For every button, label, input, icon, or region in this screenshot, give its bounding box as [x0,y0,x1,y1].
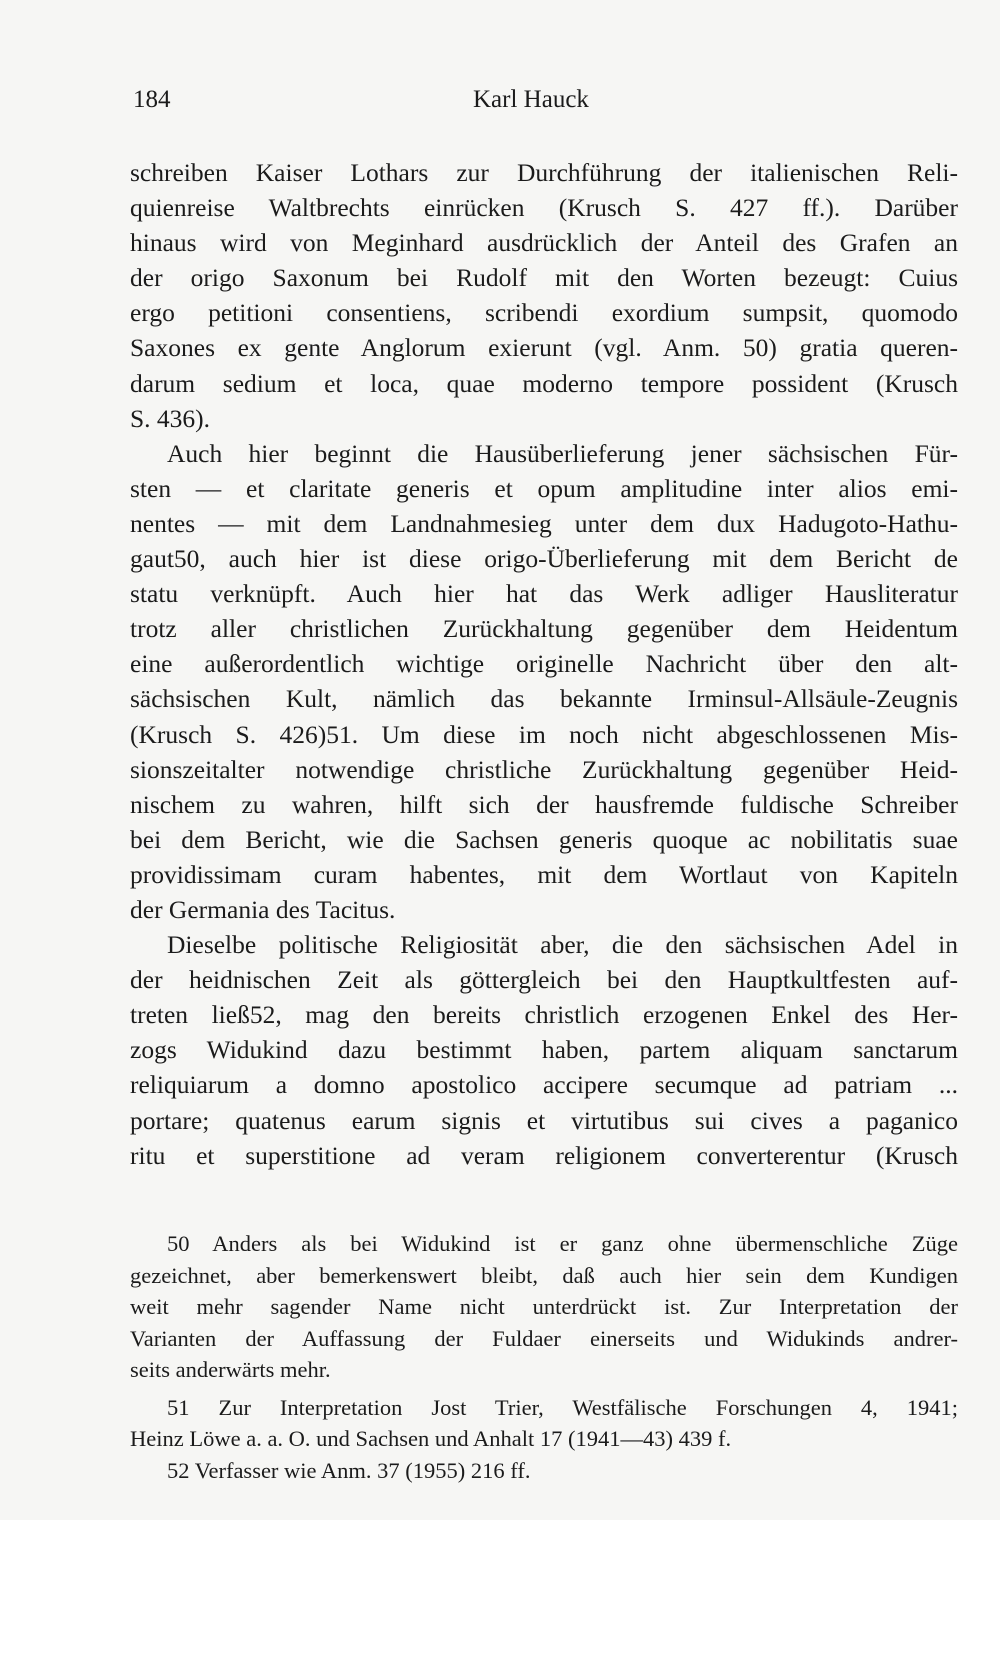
text-line: nentes — mit dem Landnahmesieg unter dem dux Hadugoto-Hathu- [130,508,958,538]
text-line: gaut50, auch hier ist diese origo-Überlieferung mit dem Bericht de [130,544,958,574]
text-line: der origo Saxonum bei Rudolf mit den Worten bezeugt: Cuius [130,263,958,293]
footnote-line: 50 Anders als bei Widukind ist er ganz ohne übermenschliche Züge [167,1231,958,1256]
text-line: reliquiarum a domno apostolico accipere secumque ad patriam ... [130,1070,958,1100]
text-line: eine außerordentlich wichtige originelle Nachricht über den alt- [130,649,958,679]
text-line: hinaus wird von Meginhard ausdrücklich der Anteil des Grafen an [130,228,958,258]
footnote-line: weit mehr sagender Name nicht unterdrückt ist. Zur Interpretation der [130,1294,958,1319]
footnotes [130,1228,958,1486]
footnote-line: seits anderwärts mehr. [130,1357,331,1382]
text-line: darum sedium et loca, quae moderno tempore possident (Krusch [130,368,958,398]
text-line: sten — et claritate generis et opum amplitudine inter alios emi- [130,473,958,503]
footnote-line: Heinz Löwe a. a. O. und Sachsen und Anhalt 17 (1941—43) 439 f. [130,1426,732,1451]
page-bottom-margin [0,1520,1000,1677]
page-number: 184 [133,86,171,113]
text-line: portare; quatenus earum signis et virtutibus sui cives a paganico [130,1105,958,1135]
text-line: zogs Widukind dazu bestimmt haben, partem aliquam sanctarum [130,1035,958,1065]
text-line: ergo petitioni consentiens, scribendi exordium sumpsit, quomodo [130,298,958,328]
text-line: der heidnischen Zeit als göttergleich bei den Hauptkultfesten auf- [130,965,958,995]
page-header [133,86,893,122]
text-line: S. 436). [130,403,211,433]
text-line: trotz aller christlichen Zurückhaltung gegenüber dem Heidentum [130,614,958,644]
text-line: (Krusch S. 426)51. Um diese im noch nicht abgeschlossenen Mis- [130,719,958,749]
footnote-line: gezeichnet, aber bemerkenswert bleibt, daß auch hier sein dem Kundigen [130,1262,958,1288]
text-line: providissimam curam habentes, mit dem Wortlaut von Kapiteln [130,859,958,889]
footnote-line: 51 Zur Interpretation Jost Trier, Westfälische Forschungen 4, 1941; [167,1394,958,1420]
text-line: treten ließ52, mag den bereits christlich erzogenen Enkel des Her- [130,1000,958,1030]
main-text [130,155,958,1173]
text-line: bei dem Bericht, wie die Sachsen generis quoque ac nobilitatis suae [130,824,958,854]
text-line: der Germania des Tacitus. [130,894,396,924]
text-line: Saxones ex gente Anglorum exierunt (vgl. Anm. 50) gratia queren- [130,333,958,363]
text-line: Dieselbe politische Religiosität aber, die den sächsischen Adel in [167,930,958,960]
text-line: Auch hier beginnt die Hausüberlieferung jener sächsischen Für- [167,438,958,468]
footnote-line: Varianten der Auffassung der Fuldaer einerseits und Widukinds andrer- [130,1325,958,1351]
text-line: nischem zu wahren, hilft sich der hausfremde fuldische Schreiber [130,789,958,819]
text-line: statu verknüpft. Auch hier hat das Werk adliger Hausliteratur [130,579,958,609]
running-head: Karl Hauck [473,86,589,113]
text-line: sionszeitalter notwendige christliche Zurückhaltung gegenüber Heid- [130,754,958,784]
footnote-line: 52 Verfasser wie Anm. 37 (1955) 216 ff. [167,1457,531,1483]
text-line: quienreise Waltbrechts einrücken (Krusch S. 427 ff.). Darüber [130,193,958,223]
text-line: ritu et superstitione ad veram religionem converterentur (Krusch [130,1140,958,1170]
text-line: sächsischen Kult, nämlich das bekannte Irminsul-Allsäule-Zeugnis [130,684,958,714]
text-line: schreiben Kaiser Lothars zur Durchführung der italienischen Reli- [130,158,958,187]
